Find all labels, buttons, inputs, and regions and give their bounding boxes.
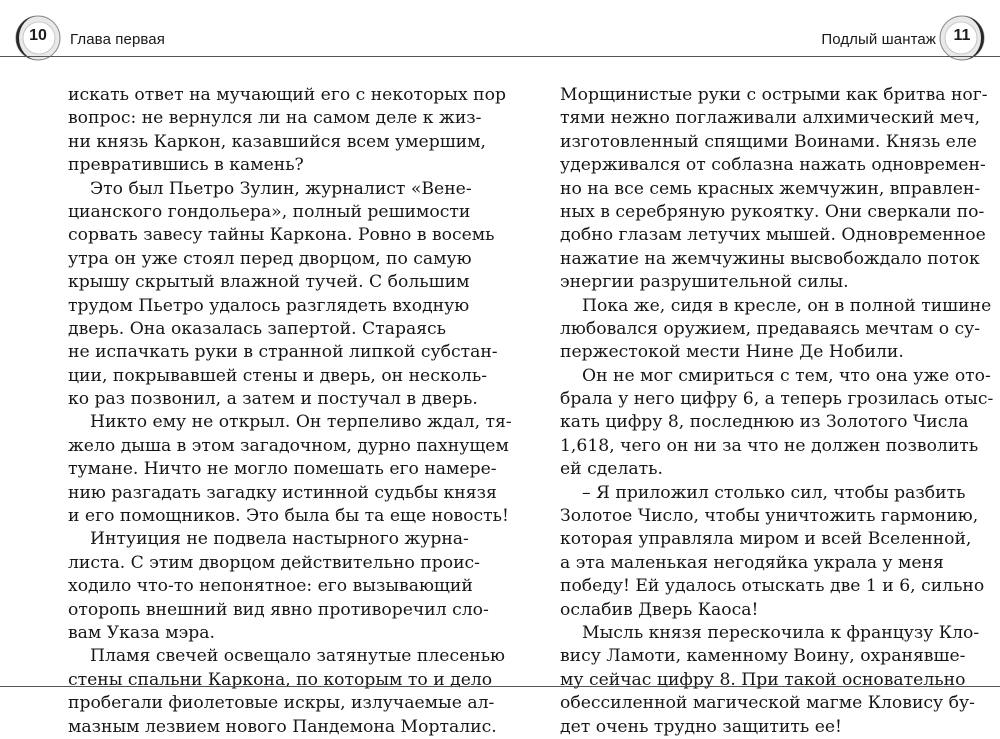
text-line: ко раз позвонил, а затем и постучал в дверь.	[68, 389, 478, 410]
text-line: стены спальни Каркона, по которым то и дело	[68, 669, 493, 690]
text-line: цианского гондольера», полный решимости	[68, 201, 471, 222]
text-line: удерживался от соблазна нажать одновремен-	[560, 155, 986, 176]
text-line: вам Указа мэра.	[68, 622, 215, 643]
text-line: дет очень трудно защитить ее!	[560, 716, 842, 737]
text-line: мазным лезвием нового Пандемона Морталис.	[68, 716, 497, 737]
text-line: Морщинистые руки с острыми как бритва ног-	[560, 85, 988, 105]
text-line: оторопь внешний вид явно противоречил сло-	[68, 599, 489, 620]
text-line: любовался оружием, предаваясь мечтам о су-	[560, 318, 981, 339]
footer-rule	[0, 686, 1000, 687]
header-rule	[0, 56, 1000, 57]
text-line: Мысль князя перескочила к французу Кло-	[582, 622, 980, 643]
text-line: жело дыша в этом загадочном, дурно пахнущем	[68, 435, 509, 456]
right-page-number-badge	[938, 14, 986, 62]
text-line: тями нежно поглаживали алхимический меч,	[560, 108, 981, 129]
text-line: Пламя свечей освещало затянутые плесенью	[90, 646, 506, 667]
left-running-header: Глава первая	[70, 31, 165, 48]
text-line: ходило что-то непонятное: его вызывающий	[68, 576, 473, 597]
text-line: – Я приложил столько сил, чтобы разбить	[582, 482, 966, 503]
text-line: брала у него цифру 6, а теперь грозилась отыс-	[560, 389, 994, 410]
text-line: искать ответ на мучающий его с некоторых пор	[68, 85, 506, 105]
right-page-text	[560, 84, 994, 739]
text-line: обессиленной магической магме Кловису бу-	[560, 693, 975, 714]
text-line: крышу скрытый влажной тучей. С большим	[68, 272, 470, 293]
text-line: а эта маленькая негодяйка украла у меня	[560, 552, 944, 573]
right-running-header: Подлый шантаж	[821, 31, 936, 48]
text-line: Золотое Число, чтобы уничтожить гармонию,	[560, 506, 979, 527]
text-line: которая управляла миром и всей Вселенной,	[560, 529, 972, 550]
text-line: дверь. Она оказалась запертой. Стараясь	[68, 318, 447, 339]
text-line: нажатие на жемчужины высвобождало поток	[560, 248, 980, 269]
text-line: Это был Пьетро Зулин, журналист «Вене-	[90, 178, 472, 199]
page-header	[0, 0, 1000, 70]
left-page-number-badge	[14, 14, 62, 62]
text-line: нию разгадать загадку истинной судьбы князя	[68, 482, 497, 503]
text-line: не испачкать руки в странной липкой субстан-	[68, 342, 498, 363]
right-page-number: 11	[953, 27, 971, 44]
text-line: превратившись в камень?	[68, 155, 304, 176]
text-line: энергии разрушительной силы.	[560, 272, 849, 293]
text-line: пержестокой мести Нине Де Нобили.	[560, 342, 904, 363]
text-line: вису Ламоти, каменному Воину, охранявше-	[560, 646, 966, 667]
text-line: ей сделать.	[560, 459, 663, 480]
left-page-text	[68, 84, 512, 739]
text-line: пробегали фиолетовые искры, излучаемые ал-	[68, 693, 495, 714]
text-line: победу! Ей удалось отыскать две 1 и 6, сильно	[560, 576, 985, 597]
text-line: изготовленный спящими Воинами. Князь еле	[560, 131, 977, 152]
text-line: му сейчас цифру 8. При такой основательно	[560, 669, 966, 690]
text-line: Пока же, сидя в кресле, он в полной тишине	[582, 295, 992, 316]
text-line: утра он уже стоял перед дворцом, по самую	[68, 248, 472, 269]
text-line: и его помощников. Это была бы та еще новость!	[68, 506, 509, 527]
text-line: 1,618, чего он ни за что не должен позволить	[560, 435, 979, 456]
text-line: ции, покрывавшей стены и дверь, он несколь-	[68, 365, 488, 386]
text-line: ных в серебряную рукоятку. Они сверкали по-	[560, 201, 985, 222]
text-line: тумане. Ничто не могло помешать его намере-	[68, 459, 497, 480]
text-line: ослабив Дверь Каоса!	[560, 599, 759, 620]
text-line: но на все семь красных жемчужин, вправлен-	[560, 178, 981, 199]
text-line: Он не мог смириться с тем, что она уже ото-	[582, 365, 991, 386]
text-line: Никто ему не открыл. Он терпеливо ждал, тя-	[90, 412, 512, 433]
text-line: вопрос: не вернулся ли на самом деле к жиз-	[68, 108, 482, 129]
text-line: Интуиция не подвела настырного журна-	[90, 529, 469, 550]
text-line: кать цифру 8, последнюю из Золотого Числа	[560, 412, 969, 433]
text-line: добно глазам летучих мышей. Одновременное	[560, 225, 986, 246]
text-line: листа. С этим дворцом действительно проис-	[68, 552, 480, 573]
left-page-number: 10	[29, 27, 47, 44]
text-line: трудом Пьетро удалось разглядеть входную	[68, 295, 470, 316]
text-line: ни князь Каркон, казавшийся всем умершим,	[68, 131, 486, 152]
text-line: сорвать завесу тайны Каркона. Ровно в восемь	[68, 225, 495, 246]
